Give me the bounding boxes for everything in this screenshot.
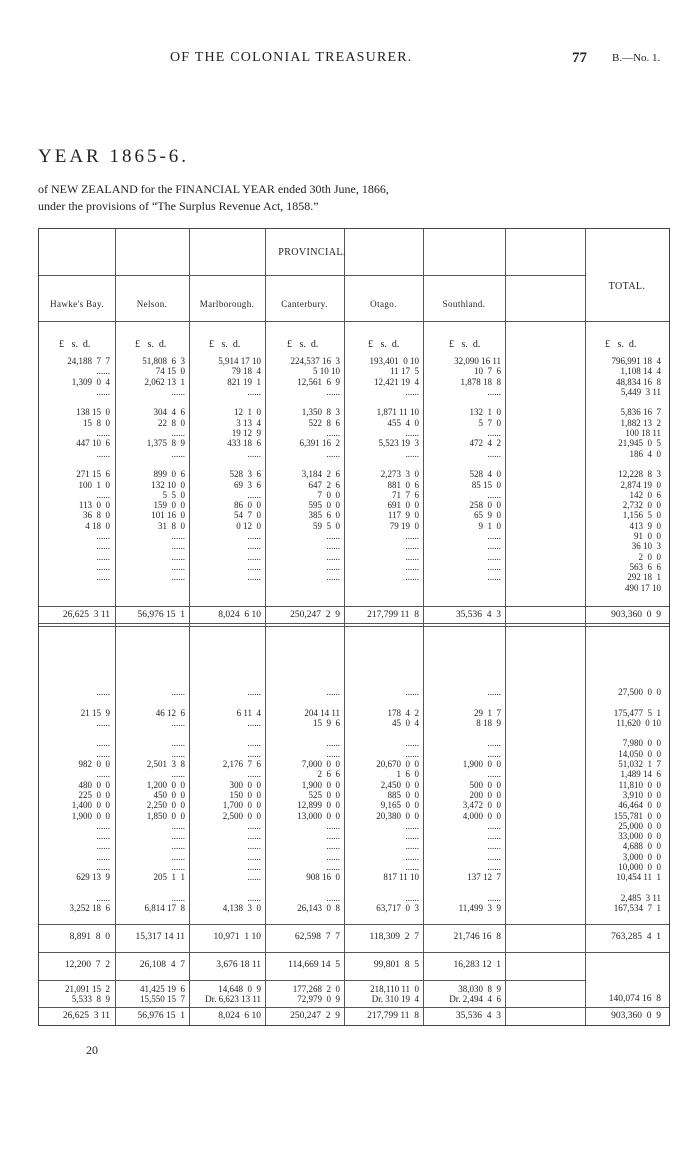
summary-cell: 177,268 2 0 72,979 0 9 xyxy=(292,984,340,1005)
values-column: ...... 46 12 6 ...... ...... ...... 2,501 3 8 ...... 1,200 0 0 450 0 0 2,250 0 0 1,850 0 0 ...... ...... ...... ...... ...... 205 1 1 ...... 6,814 17 8 xyxy=(144,687,185,914)
values-column: 193,401 0 10 11 17 5 12,421 19 4 ...... 1,871 11 10 455 4 0 ...... 5,523 19 3 ...... 2,273 3 0 881 0 6 71 7 6 691 0 0 117 9 0 79 19 0 ...... ...... ...... ...... ...... xyxy=(369,356,419,583)
summary-rule xyxy=(39,1007,669,1008)
column-rule xyxy=(115,229,116,1025)
grand-total: 217,799 11 8 xyxy=(367,1011,419,1021)
total-header: TOTAL. xyxy=(608,281,646,292)
values-column: 51,808 6 3 74 15 0 2,062 13 1 ...... 304 4 6 22 8 0 ...... 1,375 8 9 ...... 899 0 6 132 10 0 5 5 0 159 0 0 101 16 0 31 8 0 ...... ...... ...... ...... ...... xyxy=(142,356,185,583)
summary-cell: 15,317 14 11 xyxy=(135,932,185,942)
summary-rule xyxy=(39,952,669,953)
section-total: 903,360 0 9 xyxy=(611,610,661,620)
grand-total: 35,536 4 3 xyxy=(455,1011,501,1021)
intro-text xyxy=(38,181,389,215)
page-number: 77 xyxy=(572,50,587,66)
intro-line-1: of NEW ZEALAND for the FINANCIAL YEAR ended 30th June, 1866, xyxy=(38,182,389,196)
running-header xyxy=(0,50,700,70)
column-header: Otago. xyxy=(370,299,397,309)
summary-cell: 3,676 18 11 xyxy=(216,960,261,970)
values-column: 27,500 0 0 175,477 5 1 11,620 0 10 7,980 0 0 14,050 0 0 51,032 1 7 1,489 14 6 11,810 0 0 3,910 0 0 46,464 0 0 155,781 0 0 25,000 0 0 33,000 0 0 4,688 0 0 3,000 0 0 10,000 0 0 10,454 11 1 2,485 3 11 167,534 7 1 xyxy=(613,687,661,914)
column-header: Marlborough. xyxy=(199,299,255,309)
section-total: 250,247 2 9 xyxy=(290,610,340,620)
column-header: Canterbury. xyxy=(281,299,328,309)
provincial-header: PROVINCIAL. xyxy=(278,247,346,258)
summary-cell: 26,108 4 7 xyxy=(139,960,185,970)
group-rule xyxy=(39,275,585,276)
values-column: 224,537 16 3 5 10 10 12,561 6 9 ...... 1,350 8 3 522 8 6 ...... 6,391 16 2 ...... 3,184 2 6 647 2 6 7 0 0 595 0 0 385 6 0 59 5 0 ...... ...... ...... ...... ...... xyxy=(290,356,340,583)
summary-cell: 763,285 4 1 xyxy=(611,932,661,942)
folio-number: 20 xyxy=(86,1043,98,1057)
summary-rule xyxy=(39,980,585,981)
currency-units: £ s. d. xyxy=(605,339,637,350)
summary-cell: 21,746 16 8 xyxy=(453,932,501,942)
column-rule xyxy=(265,229,266,1025)
summary-cell: 114,669 14 5 xyxy=(288,960,340,970)
currency-units: £ s. d. xyxy=(449,339,481,350)
section-total: 56,976 15 1 xyxy=(137,610,185,620)
column-rule xyxy=(344,229,345,1025)
column-header: Southland. xyxy=(442,299,486,309)
summary-rule xyxy=(39,924,669,925)
values-column: ...... 6 11 4 ...... ...... ...... 2,176 7 6 ...... 300 0 0 150 0 0 1,700 0 0 2,500 0 0 ...... ...... ...... ...... ...... ...... ...... 4,138 3 0 xyxy=(222,687,261,914)
summary-cell: 62,598 7 7 xyxy=(294,932,340,942)
grand-total: 26,625 3 11 xyxy=(62,1011,110,1021)
values-column: ...... 21 15 9 ...... ...... ...... 982 0 0 ...... 480 0 0 225 0 0 1,400 0 0 1,900 0 0 ...... ...... ...... ...... ...... 629 13 9 ...... 3,252 18 6 xyxy=(69,687,110,914)
summary-cell: 41,425 19 6 15,550 15 7 xyxy=(140,984,185,1005)
currency-units: £ s. d. xyxy=(135,339,167,350)
summary-cell: 218,110 11 0 Dr. 310 19 4 xyxy=(370,984,419,1005)
header-rule xyxy=(39,321,669,322)
summary-cell: 16,283 12 1 xyxy=(453,960,501,970)
currency-units: £ s. d. xyxy=(59,339,91,350)
currency-units: £ s. d. xyxy=(368,339,400,350)
accounts-table xyxy=(38,228,670,1026)
summary-cell: 14,648 0 9 Dr. 6,623 13 11 xyxy=(205,984,261,1005)
summary-cell: 99,801 8 5 xyxy=(373,960,419,970)
summary-cell: 140,074 16 8 xyxy=(608,994,661,1004)
column-rule xyxy=(423,229,424,1025)
grand-total: 56,976 15 1 xyxy=(137,1011,185,1021)
total-rule xyxy=(39,606,669,607)
summary-cell: 21,091 15 2 5,533 8 9 xyxy=(65,984,110,1005)
grand-total: 250,247 2 9 xyxy=(290,1011,340,1021)
currency-units: £ s. d. xyxy=(287,339,319,350)
section-total: 217,799 11 8 xyxy=(367,610,419,620)
section-rule xyxy=(39,623,669,624)
grand-total: 8,024 6 10 xyxy=(218,1011,261,1021)
summary-cell: 10,971 1 10 xyxy=(213,932,261,942)
values-column: 24,188 7 7 ...... 1,309 0 4 ...... 138 15 0 15 8 0 ...... 447 10 6 ...... 271 15 6 100 1 0 ...... 113 0 0 36 8 0 4 18 0 ...... ...... ...... ...... ...... xyxy=(67,356,110,583)
grand-total: 903,360 0 9 xyxy=(611,1011,661,1021)
summary-cell: 118,309 2 7 xyxy=(369,932,419,942)
paper-reference: B.—No. 1. xyxy=(612,52,661,64)
column-rule xyxy=(189,229,190,1025)
section-rule xyxy=(39,626,669,627)
summary-cell: 8,891 8 0 xyxy=(69,932,110,942)
column-header: Nelson. xyxy=(136,299,168,309)
values-column: 796,991 18 4 1,108 14 4 48,834 16 8 5,449 3 11 5,836 16 7 1,882 13 2 100 18 11 21,945 0 5 186 4 0 12,228 8 3 2,874 19 0 142 0 6 2,732 0 0 1,156 5 0 413 9 0 91 0 0 36 10 3 2 0 0 563 6 6 292 18 1 490 17 10 xyxy=(611,356,661,593)
values-column: ...... 204 14 11 15 9 6 ...... ...... 7,000 0 0 2 6 6 1,900 0 0 525 0 0 12,899 0 0 13,000 0 0 ...... ...... ...... ...... ...... 908 16 0 ...... 26,143 0 8 xyxy=(297,687,340,914)
currency-units: £ s. d. xyxy=(209,339,241,350)
summary-cell: 38,030 8 9 Dr. 2,494 4 6 xyxy=(449,984,501,1005)
column-rule xyxy=(505,229,506,1025)
section-total: 8,024 6 10 xyxy=(218,610,261,620)
section-total: 35,536 4 3 xyxy=(455,610,501,620)
values-column: ...... 178 4 2 45 0 4 ...... ...... 20,670 0 0 1 6 0 2,450 0 0 885 0 0 9,165 0 0 20,380 0 0 ...... ...... ...... ...... ...... 817 11 10 ...... 63,717 0 3 xyxy=(376,687,419,914)
year-heading: YEAR 1865-6. xyxy=(38,146,190,167)
values-column: ...... 29 1 7 8 18 9 ...... ...... 1,900 0 0 ...... 500 0 0 200 0 0 3,472 0 0 4,000 0 0 ...... ...... ...... ...... ...... 137 12 7 ...... 11,499 3 9 xyxy=(458,687,501,914)
values-column: 5,914 17 10 79 18 4 821 19 1 ...... 12 1 0 3 13 4 19 12 9 433 18 6 ...... 528 3 6 69 3 6 ...... 86 0 0 54 7 0 0 12 0 ...... ...... ...... ...... ...... xyxy=(218,356,261,583)
intro-line-2: under the provisions of “The Surplus Revenue Act, 1858.” xyxy=(38,199,319,213)
section-total: 26,625 3 11 xyxy=(62,610,110,620)
column-header: Hawke's Bay. xyxy=(50,299,104,309)
values-column: 32,090 16 11 10 7 6 1,878 18 8 ...... 132 1 0 5 7 0 ...... 472 4 2 ...... 528 4 0 85 15 0 ...... 258 0 0 65 9 0 9 1 0 ...... ...... ...... ...... ...... xyxy=(454,356,501,583)
column-rule xyxy=(585,229,586,1025)
running-title: OF THE COLONIAL TREASURER. xyxy=(170,50,413,65)
summary-cell: 12,200 7 2 xyxy=(64,960,110,970)
